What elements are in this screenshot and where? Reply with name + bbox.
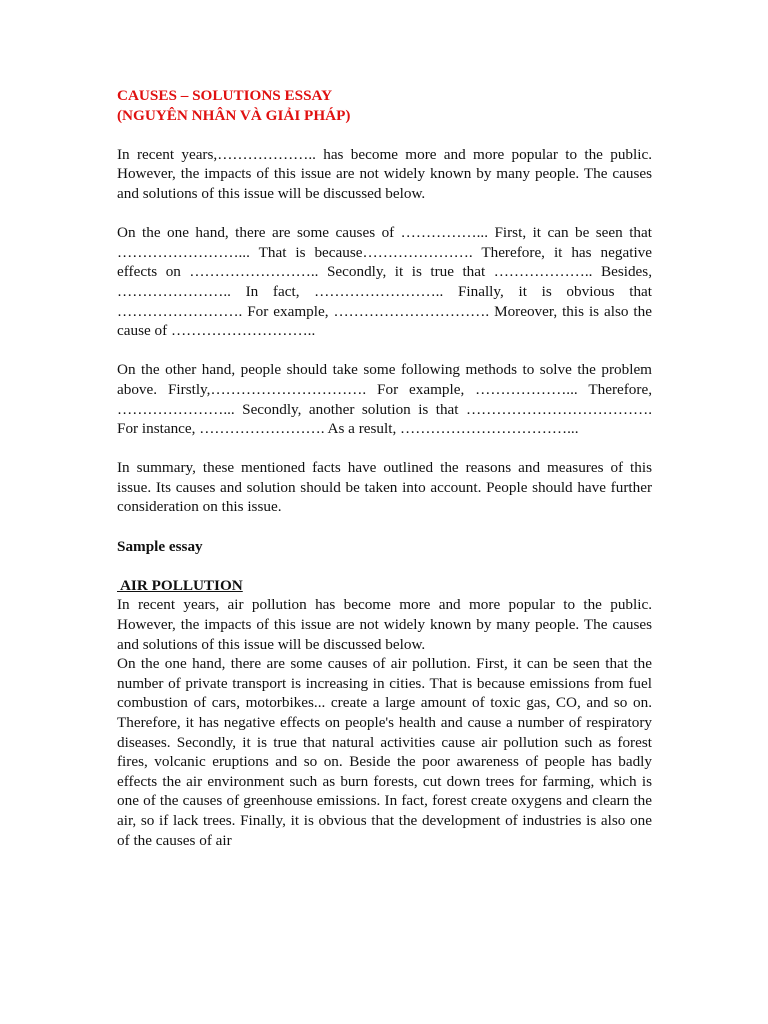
spacer [117, 125, 652, 145]
template-intro-paragraph: In recent years,……………….. has become more and more popular to the public. However, the impacts of this issue are not widely known by many people. The causes and solutions of this issue will be discussed below. [117, 145, 652, 202]
spacer [117, 341, 652, 361]
document-page [117, 86, 652, 850]
document-title-line-2: (NGUYÊN NHÂN VÀ GIẢI PHÁP) [117, 106, 351, 124]
template-solutions-paragraph: On the other hand, people should take some following methods to solve the problem above. Firstly,…………………………. For example, ………………... Therefore, …………………... Secondly, another solution is that ………………………………. For instance, ……………………. As a result, ……………………………... [117, 361, 652, 438]
template-summary-paragraph: In summary, these mentioned facts have outlined the reasons and measures of this issue. Its causes and solution should be taken into account. People should have further consideration on this issue. [117, 459, 652, 516]
sample-essay-intro: In recent years, air pollution has become more and more popular to the public. However, the impacts of this issue are not widely known by many people. The causes and solutions of this issue will be discussed below. [117, 596, 652, 653]
spacer [117, 439, 652, 459]
template-causes-paragraph: On the one hand, there are some causes of ……………... First, it can be seen that ……………………... That is because…………………. Therefore, it has negative effects on …………………….. Secondly, it is true that ……………….. Besides, ………………….. In fact, …………………….. Finally, it is obvious that ……………………. For example, …………………………. Moreover, this is also the cause of ……………………….. [117, 224, 652, 340]
spacer [117, 204, 652, 224]
sample-essay-heading: Sample essay [117, 537, 203, 555]
spacer [117, 517, 652, 537]
spacer [117, 556, 652, 576]
document-title-line-1: CAUSES – SOLUTIONS ESSAY [117, 87, 333, 104]
sample-essay-title: AIR POLLUTION [117, 576, 243, 594]
sample-essay-causes: On the one hand, there are some causes of air pollution. First, it can be seen that the number of private transport is increasing in cities. That is because emissions from fuel combustion of cars, motorbikes... create a large amount of toxic gas, CO, and so on. Therefore, it has negative effects on people's health and cause a number of respiratory diseases. Secondly, it is true that natural activities cause air pollution such as forest fires, volcanic eruptions and so on. Beside the poor awareness of people has badly effects the air environment such as burn forests, cut down trees for farming, which is one of the causes of greenhouse emissions. In fact, forest create oxygens and clearn the air, so if lack trees. Finally, it is obvious that the development of industries is also one of the causes of air [117, 655, 652, 849]
